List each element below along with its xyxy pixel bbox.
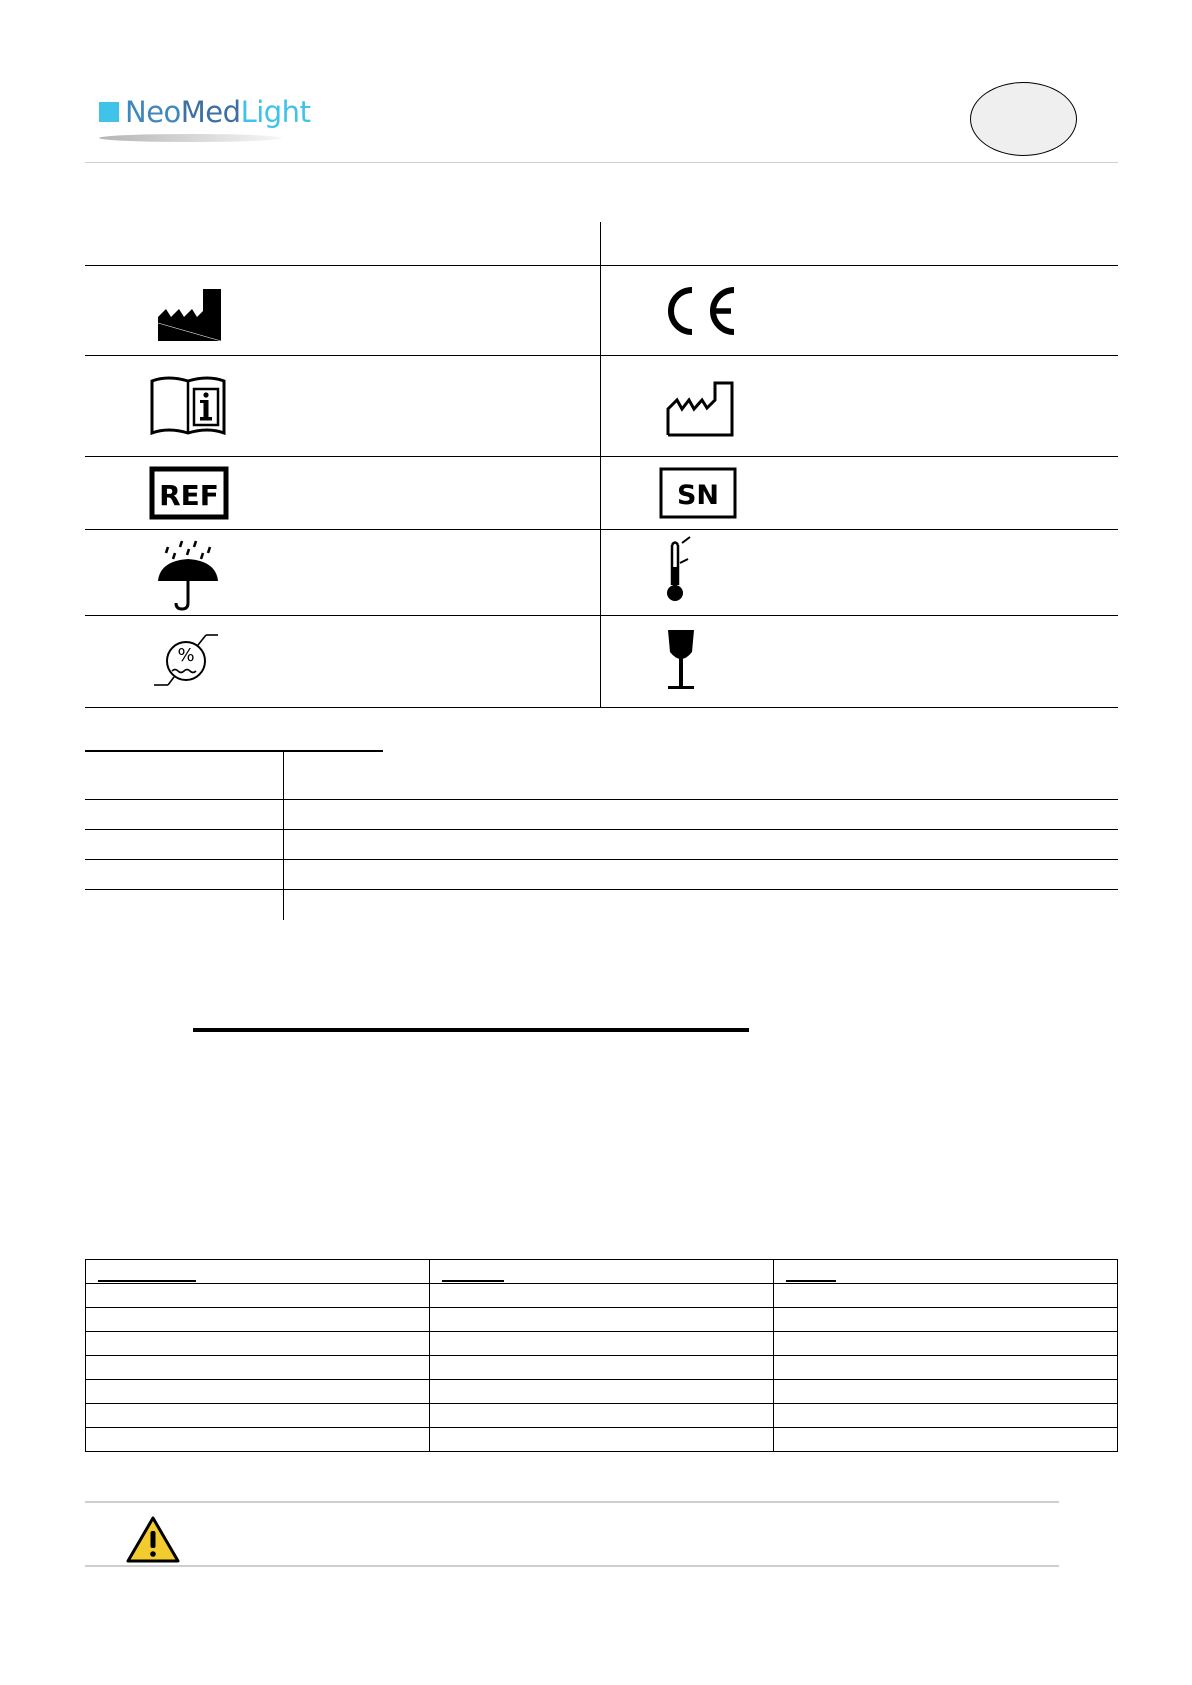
symbols-table-header: [85, 222, 1118, 266]
temperature-limit-icon: [658, 533, 718, 613]
table-row: [86, 1356, 1118, 1380]
ce-mark-icon: [658, 281, 740, 341]
logo-text: [125, 94, 310, 130]
table-header-cell: [86, 1260, 430, 1284]
humidity-percent-label: %: [177, 644, 195, 666]
logo-text-neo: Neo: [125, 95, 181, 129]
symbols-row: [85, 266, 1118, 356]
logo-text-med: Med: [180, 95, 241, 129]
table-row: [86, 1308, 1118, 1332]
section-heading-underline: [193, 1028, 749, 1032]
table-row: [86, 1284, 1118, 1308]
definition-row: [85, 830, 1118, 860]
symbols-row: [85, 356, 1118, 457]
sn-label: SN: [676, 480, 720, 511]
table-header-cell: [774, 1260, 1118, 1284]
keep-dry-icon: [148, 533, 228, 613]
symbols-row: [85, 616, 1118, 708]
definition-row: [85, 890, 1118, 920]
revision-stamp: [970, 82, 1077, 156]
table-row: [86, 1404, 1118, 1428]
logo-text-light: Light: [240, 95, 311, 129]
logo-square: [99, 102, 119, 122]
humidity-limit-icon: [148, 627, 228, 697]
reference-number-icon: [148, 465, 230, 521]
symbols-row: [85, 530, 1118, 616]
specification-table: [85, 1259, 1118, 1452]
logo-shadow: [99, 134, 282, 142]
consult-instructions-icon: [148, 371, 228, 441]
definition-row: [85, 752, 1118, 800]
manufacturer-icon: [148, 275, 228, 347]
definition-row: [85, 800, 1118, 830]
table-header-cell: [430, 1260, 774, 1284]
company-logo: [99, 94, 311, 144]
date-of-manufacture-icon: [658, 371, 738, 441]
definition-table: [85, 752, 1118, 920]
symbols-table: [85, 222, 1118, 708]
fragile-icon: [658, 622, 718, 702]
ref-label: REF: [159, 479, 219, 512]
table-row: [86, 1332, 1118, 1356]
table-header-row: [86, 1260, 1118, 1284]
warning-box: [85, 1501, 1059, 1567]
page-header: [85, 80, 1118, 163]
symbols-row: [85, 457, 1118, 530]
definition-row: [85, 860, 1118, 890]
table-row: [86, 1428, 1118, 1452]
table-row: [86, 1380, 1118, 1404]
warning-triangle-icon: [125, 1515, 181, 1565]
serial-number-icon: [658, 466, 738, 520]
